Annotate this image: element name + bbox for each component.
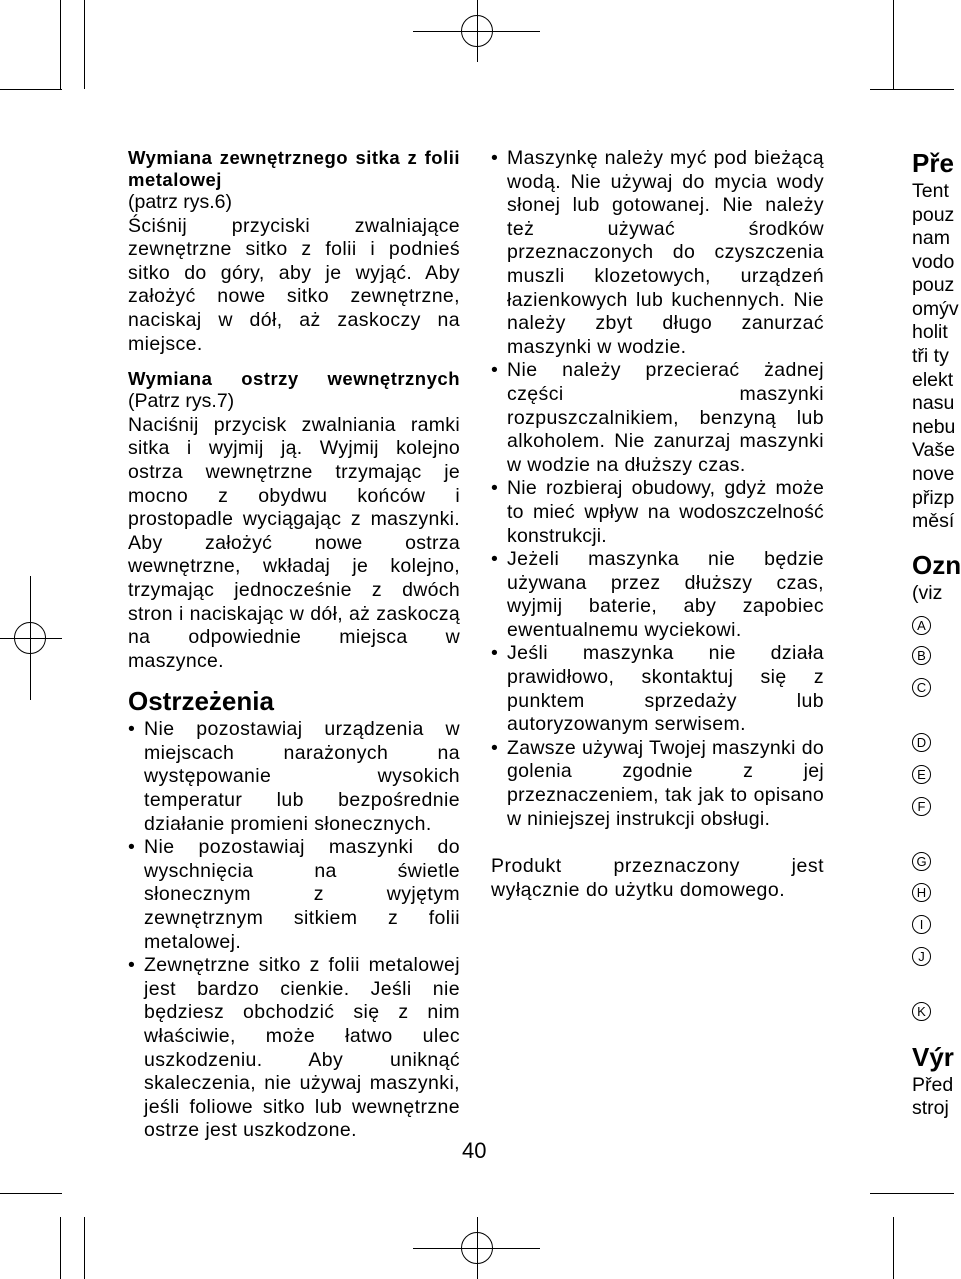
cutoff-line: Tent bbox=[912, 180, 949, 202]
list-item: • Nie rozbieraj obudowy, gdyż może to mieć wpływ na wodoszczelność konstrukcji. bbox=[491, 477, 824, 548]
crop-mark bbox=[0, 89, 62, 90]
cutoff-line: tři ty bbox=[912, 345, 949, 367]
list-item: • Nie pozostawiaj maszynki do wyschnięcia na świetle słonecznym z wyjętym zewnętrznym sitkiem z folii metalowej. bbox=[128, 836, 460, 954]
paragraph: Ściśnij przyciski zwalniające zewnętrzne sitko z folii i podnieś sitko do góry, aby je wyjąć. Aby założyć nowe sitko zewnętrzne, naciskaj w dół, aż zaskoczy na miejsce. bbox=[128, 214, 460, 355]
cutoff-line: pouz bbox=[912, 274, 955, 296]
part-marker-e: E bbox=[912, 765, 931, 784]
cutoff-line: nasu bbox=[912, 392, 955, 414]
part-marker-b: B bbox=[912, 646, 931, 665]
crop-mark bbox=[0, 1193, 62, 1194]
crop-mark bbox=[60, 0, 61, 89]
paragraph: Naciśnij przycisk zwalniania ramki sitka i wyjmij ją. Wyjmij kolejno ostrza wewnętrzne trzymając je mocno z obydwu końców i prostopadle wyciągając z maszynki. Aby założyć nowe ostrza wewnętrzne, wkładaj je kolejno, trzymając jednocześnie z dwóch stron i naciskając w dół, aż zaskoczą na odpowiednie miejsca w maszynce. bbox=[128, 413, 460, 672]
cutoff-line: nam bbox=[912, 227, 950, 249]
list-item: • Jeżeli maszynka nie będzie używana przez dłuższy czas, wyjmij baterie, aby zapobiec ewentualnemu wyciekowi. bbox=[491, 548, 824, 642]
crop-mark bbox=[84, 0, 85, 89]
crop-mark bbox=[60, 1217, 61, 1279]
cutoff-line: stroj bbox=[912, 1097, 949, 1119]
cutoff-line: Vaše bbox=[912, 439, 955, 461]
cutoff-heading: Pře bbox=[912, 148, 954, 178]
part-marker-c: C bbox=[912, 678, 931, 697]
part-marker-h: H bbox=[912, 883, 931, 902]
cutoff-line: omýv bbox=[912, 298, 959, 320]
part-marker-j: J bbox=[912, 947, 931, 966]
crop-mark bbox=[870, 1193, 954, 1194]
list-item: • Nie należy przecierać żadnej części maszynki rozpuszczalnikiem, benzyną lub alkoholem. Nie zanurzaj maszynki w wodzie na dłuższy czas. bbox=[491, 359, 824, 477]
list-item: • Zawsze używaj Twojej maszynki do golenia zgodnie z jej przeznaczeniem, tak jak to opisano w niniejszej instrukcji obsługi. bbox=[491, 737, 824, 831]
list-item: • Jeśli maszynka nie działa prawidłowo, skontaktuj się z punktem sprzedaży lub autoryzowanym serwisem. bbox=[491, 642, 824, 736]
cutoff-line: Před bbox=[912, 1074, 954, 1096]
cutoff-heading: Výr bbox=[912, 1042, 954, 1072]
part-marker-g: G bbox=[912, 852, 931, 871]
cutoff-line: nove bbox=[912, 463, 955, 485]
cutoff-line: holit bbox=[912, 321, 948, 343]
cutoff-line: přizp bbox=[912, 487, 955, 509]
cutoff-line: vodo bbox=[912, 251, 955, 273]
list-item: • Maszynkę należy myć pod bieżącą wodą. Nie używaj do mycia wody słonej lub gotowanej. Nie należy też używać środków przeznaczonych do czyszczenia muszli klozetowych, urządzeń łazienkowych lub kuchennych. Nie należy zbyt długo zanurzać maszynki w wodzie. bbox=[491, 147, 824, 359]
part-marker-i: I bbox=[912, 915, 931, 934]
warnings-list bbox=[128, 718, 460, 1143]
cutoff-heading: Ozn bbox=[912, 550, 961, 580]
crop-mark bbox=[870, 89, 954, 90]
household-use-note: Produkt przeznaczony jest wyłącznie do użytku domowego. bbox=[491, 855, 824, 901]
crop-mark bbox=[84, 1217, 85, 1279]
cutoff-line: měsí bbox=[912, 510, 955, 532]
crop-mark bbox=[893, 1217, 894, 1279]
section-heading-foil: Wymiana zewnętrznego sitka z folii metalowej bbox=[128, 147, 460, 190]
section-heading-warnings: Ostrzeżenia bbox=[128, 686, 274, 717]
left-column bbox=[128, 147, 460, 1143]
part-marker-a: A bbox=[912, 616, 931, 635]
page-number: 40 bbox=[462, 1138, 487, 1163]
figure-reference: (Patrz rys.7) bbox=[128, 390, 235, 413]
part-marker-d: D bbox=[912, 733, 931, 752]
care-list bbox=[491, 147, 824, 831]
section-heading-blades: Wymiana ostrzy wewnętrznych bbox=[128, 368, 460, 390]
list-item: • Zewnętrzne sitko z folii metalowej jest bardzo cienkie. Jeśli nie będziesz obchodzić się z nim właściwie, może łatwo ulec uszkodzeniu. Aby uniknąć skaleczenia, nie używaj maszynki, jeśli foliowe sitko lub wewnętrzne ostrze jest uszkodzone. bbox=[128, 954, 460, 1143]
cutoff-line: elekt bbox=[912, 369, 954, 391]
list-item: • Nie pozostawiaj urządzenia w miejscach narażonych na występowanie wysokich temperatur lub bezpośrednie działanie promieni słonecznych. bbox=[128, 718, 460, 836]
middle-column bbox=[491, 147, 824, 902]
part-marker-f: F bbox=[912, 797, 931, 816]
crop-mark bbox=[893, 0, 894, 89]
figure-reference: (patrz rys.6) bbox=[128, 191, 233, 213]
cutoff-line: nebu bbox=[912, 416, 956, 438]
part-marker-k: K bbox=[912, 1002, 931, 1021]
cutoff-line: (viz bbox=[912, 582, 943, 604]
cutoff-line: pouz bbox=[912, 204, 955, 226]
